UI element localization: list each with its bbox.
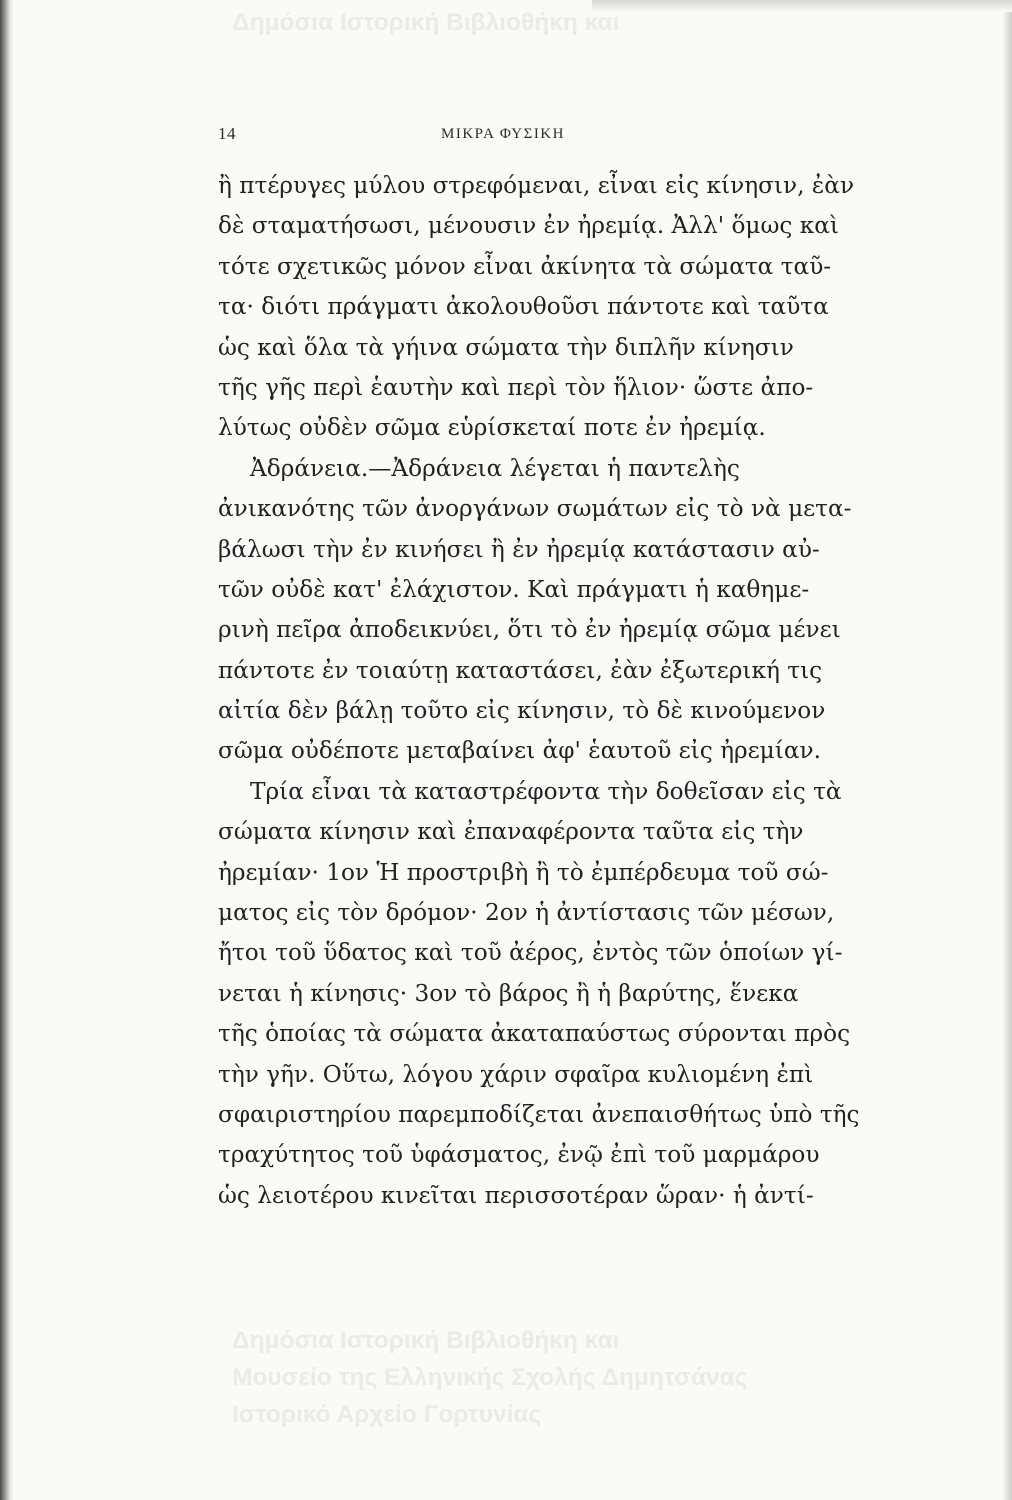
- body-text: [218, 166, 860, 1216]
- text-line: τα· διότι πράγματι ἀκολουθοῦσι πάντοτε καὶ ταῦτα: [218, 293, 829, 321]
- text-line: ρινὴ πεῖρα ἀποδεικνύει, ὅτι τὸ ἐν ἠρεμίᾳ σῶμα μένει: [218, 616, 841, 644]
- text-line: τῆς γῆς περὶ ἑαυτὴν καὶ περὶ τὸν ἥλιον· ὥστε ἀπο-: [218, 373, 814, 401]
- paragraph-start-tria: Τρία εἶναι τὰ καταστρέφοντα τὴν δοθεῖσαν εἰς τὰ: [250, 777, 842, 805]
- text-line: σφαιριστηρίου παρεμποδίζεται ἀνεπαισθήτως ὑπὸ τῆς: [218, 1100, 860, 1128]
- text-line: αἰτία δὲν βάλῃ τοῦτο εἰς κίνησιν, τὸ δὲ κινούμενον: [218, 697, 826, 725]
- text-line: νεται ἡ κίνησις· 3ον τὸ βάρος ἢ ἡ βαρύτης, ἕνεκα: [218, 979, 799, 1007]
- text-line: ἠρεμίαν· 1ον Ἡ προστριβὴ ἢ τὸ ἐμπέρδευμα τοῦ σώ-: [218, 858, 829, 886]
- library-watermark: [232, 1322, 992, 1433]
- paragraph-start-adraneia: Ἀδράνεια.—Ἀδράνεια λέγεται ἡ παντελὴς: [250, 454, 740, 482]
- text-line: ὡς καὶ ὅλα τὰ γήινα σώματα τὴν διπλῆν κίνησιν: [218, 333, 794, 361]
- page-edge-shadow: [0, 0, 14, 1500]
- text-line: τῆς ὁποίας τὰ σώματα ἀκαταπαύστως σύρονται πρὸς: [218, 1020, 851, 1048]
- watermark-line: Δημόσια Ιστορική Βιβλιοθήκη και: [232, 1327, 620, 1354]
- text-line: πάντοτε ἐν τοιαύτῃ καταστάσει, ἐὰν ἐξωτερική τις: [218, 656, 823, 684]
- text-line: τῶν οὐδὲ κατ' ἐλάχιστον. Καὶ πράγματι ἡ καθημε-: [218, 575, 810, 603]
- page-number: 14: [218, 124, 236, 143]
- text-line: ἀνικανότης τῶν ἀνοργάνων σωμάτων εἰς τὸ νὰ μετα-: [218, 495, 852, 523]
- watermark-line: Μουσείο της Ελληνικής Σχολής Δημητσάνας: [232, 1364, 748, 1391]
- watermark-line: Ιστορικό Αρχείο Γορτυνίας: [232, 1401, 542, 1428]
- text-line: ματος εἰς τὸν δρόμον· 2ον ἡ ἀντίστασις τῶν μέσων,: [218, 899, 835, 927]
- text-line: ὡς λειοτέρου κινεῖται περισσοτέραν ὥραν· ἡ ἀντί-: [218, 1181, 814, 1209]
- text-line: λύτως οὐδὲν σῶμα εὑρίσκεταί ποτε ἐν ἠρεμίᾳ.: [218, 414, 766, 442]
- text-line: ἤτοι τοῦ ὕδατος καὶ τοῦ ἀέρος, ἐντὸς τῶν ὁποίων γί-: [218, 939, 843, 967]
- page-edge-shadow: [592, 0, 1012, 12]
- text-line: τραχύτητος τοῦ ὑφάσματος, ἐνῷ ἐπὶ τοῦ μαρμάρου: [218, 1141, 820, 1169]
- text-line: τὴν γῆν. Οὕτω, λόγου χάριν σφαῖρα κυλιομένη ἐπὶ: [218, 1060, 814, 1088]
- page-edge-shadow: [1002, 0, 1012, 1500]
- running-head: ΜΙΚΡΑ ΦΥΣΙΚΗ: [441, 126, 565, 142]
- watermark-line: Δημόσια Ιστορική Βιβλιοθήκη και: [232, 9, 620, 36]
- page-header: [218, 124, 788, 154]
- text-line: τότε σχετικῶς μόνον εἶναι ἀκίνητα τὰ σώματα ταῦ-: [218, 252, 832, 280]
- text-line: ἢ πτέρυγες μύλου στρεφόμεναι, εἶναι εἰς κίνησιν, ἐὰν: [218, 172, 855, 199]
- text-line: βάλωσι τὴν ἐν κινήσει ἢ ἐν ἠρεμίᾳ κατάστασιν αὐ-: [218, 535, 820, 563]
- text-line: σώματα κίνησιν καὶ ἐπαναφέροντα ταῦτα εἰς τὴν: [218, 818, 804, 846]
- text-line: σῶμα οὐδέποτε μεταβαίνει ἀφ' ἑαυτοῦ εἰς ἠρεμίαν.: [218, 737, 821, 765]
- text-line: δὲ σταματήσωσι, μένουσιν ἐν ἠρεμίᾳ. Ἀλλ' ὅμως καὶ: [218, 212, 839, 240]
